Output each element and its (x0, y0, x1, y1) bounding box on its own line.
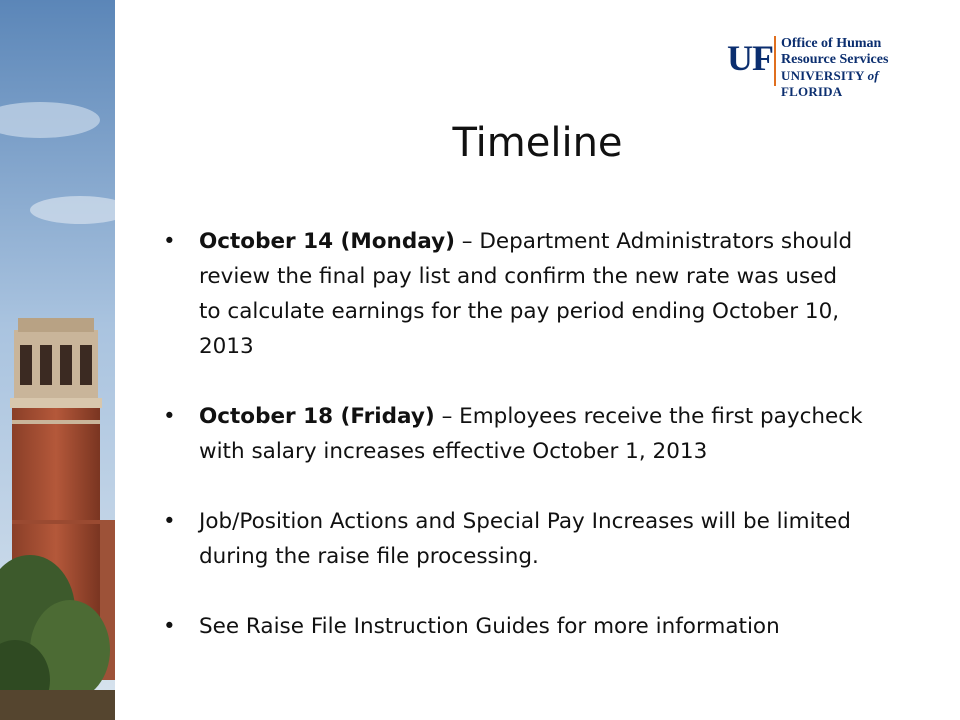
bullet-item: • Job/Position Actions and Special Pay Increases will be limited during the raise file processing. (163, 504, 863, 574)
logo-line-3: UNIVERSITY of FLORIDA (781, 68, 879, 99)
logo-divider (774, 36, 776, 86)
slide-title: Timeline (452, 120, 623, 166)
logo-text (781, 36, 937, 100)
bullet-item: • October 14 (Monday) – Department Administrators should review the final pay list and confirm the new rate was used to calculate earnings for the pay period ending October 10, 2013 (163, 224, 863, 364)
uf-logo-mark: UF (727, 38, 773, 78)
logo-line-1: Office of Human (781, 36, 882, 51)
bullet-item: • See Raise File Instruction Guides for more information (163, 609, 863, 644)
logo-line-2: Resource Services (781, 52, 889, 67)
timeline-bullet-list (163, 224, 863, 679)
uf-hr-logo (727, 34, 937, 99)
bullet-item: • October 18 (Friday) – Employees receive the first paycheck with salary increases effective October 1, 2013 (163, 399, 863, 469)
campus-tower-photo (0, 0, 115, 720)
